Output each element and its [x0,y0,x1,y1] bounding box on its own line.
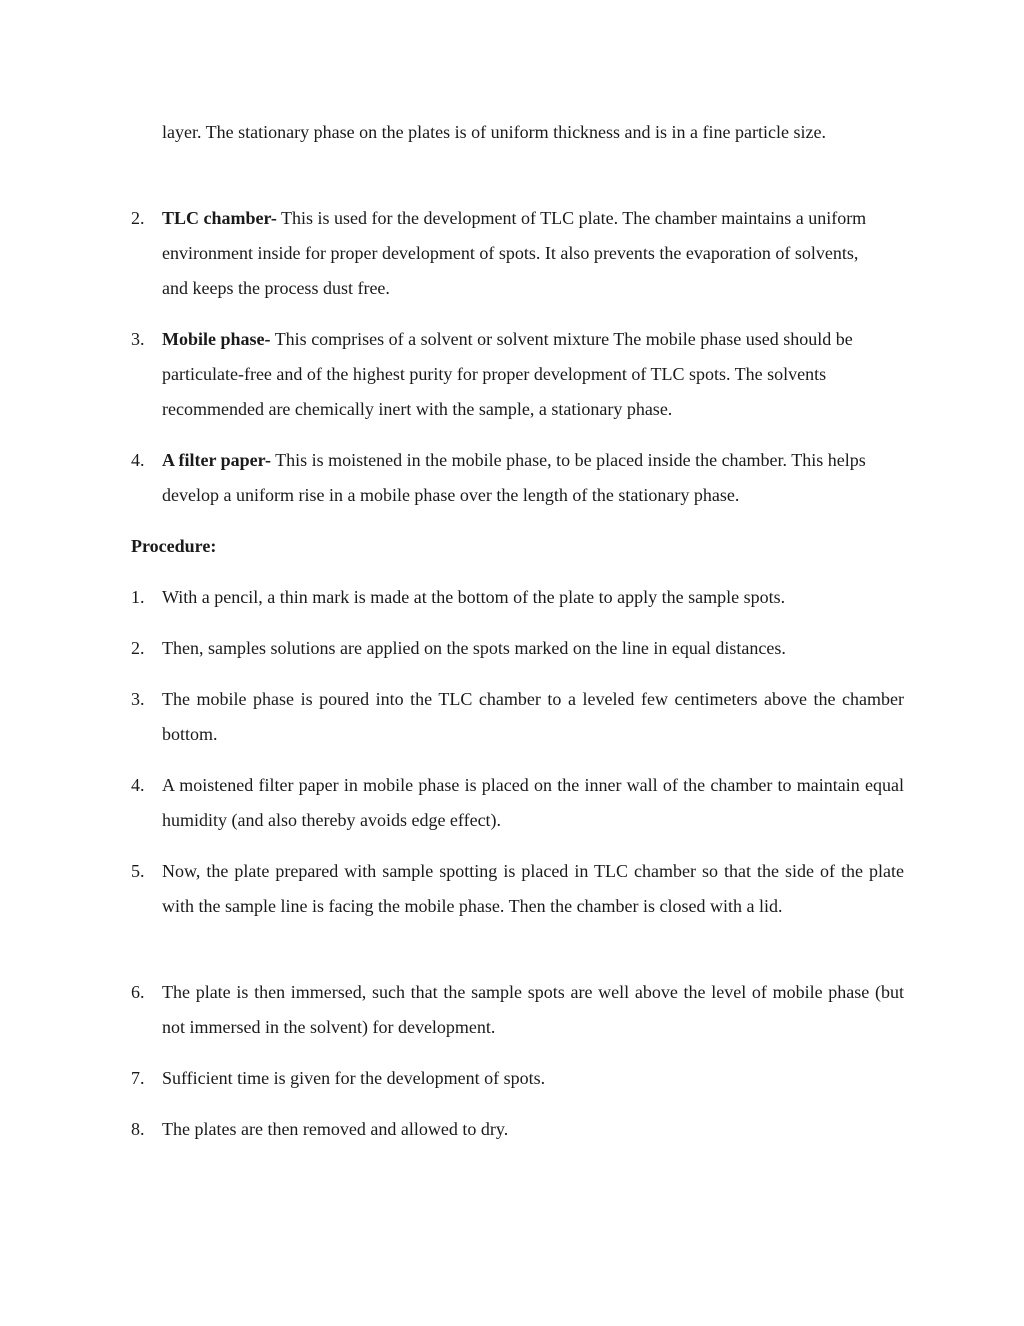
list-number: 2. [131,208,145,228]
step-text: Then, samples solutions are applied on the spots marked on the line in equal distances. [162,638,786,658]
step-text: The plates are then removed and allowed to dry. [162,1119,509,1139]
term-description: This comprises of a solvent or solvent mixture The mobile phase used should be particulate-free and of the highest purity for proper development of TLC spots. The solvents recommended are chemically inert with the sample, a stationary phase. [162,329,853,419]
step-number: 5. [131,861,145,881]
step-text: Sufficient time is given for the development of spots. [162,1068,546,1088]
term-description: This is moistened in the mobile phase, to be placed inside the chamber. This helps develop a uniform rise in a mobile phase over the length of the stationary phase. [162,450,866,505]
term-description: This is used for the development of TLC plate. The chamber maintains a uniform environment inside for proper development of spots. It also prevents the evaporation of solvents, and keeps the process dust free. [162,208,867,298]
procedure-heading: Procedure: [131,536,217,556]
step-number: 3. [131,689,145,709]
step-number: 1. [131,587,145,607]
step-text: With a pencil, a thin mark is made at the bottom of the plate to apply the sample spots. [162,587,786,607]
step-text: A moistened filter paper in mobile phase is placed on the inner wall of the chamber to maintain equal humidity (and also thereby avoids edge effect). [162,775,904,830]
step-text: The mobile phase is poured into the TLC chamber to a leveled few centimeters above the chamber bottom. [162,689,904,744]
step-text: Now, the plate prepared with sample spotting is placed in TLC chamber so that the side of the plate with the sample line is facing the mobile phase. Then the chamber is closed with a lid. [162,861,904,916]
list-number: 3. [131,329,145,349]
step-number: 2. [131,638,145,658]
list-text [162,322,887,427]
step-number: 4. [131,775,145,795]
continuation-paragraph: layer. The stationary phase on the plates is of uniform thickness and is in a fine particle size. [162,122,826,142]
step-number: 8. [131,1119,145,1139]
step-number: 6. [131,982,145,1002]
term-label: A filter paper- [162,450,271,470]
term-label: TLC chamber- [162,208,277,228]
list-number: 4. [131,450,145,470]
step-text: The plate is then immersed, such that the sample spots are well above the level of mobile phase (but not immersed in the solvent) for development. [162,982,904,1037]
list-text [162,201,887,306]
list-text [162,443,904,513]
step-number: 7. [131,1068,145,1088]
term-label: Mobile phase- [162,329,271,349]
